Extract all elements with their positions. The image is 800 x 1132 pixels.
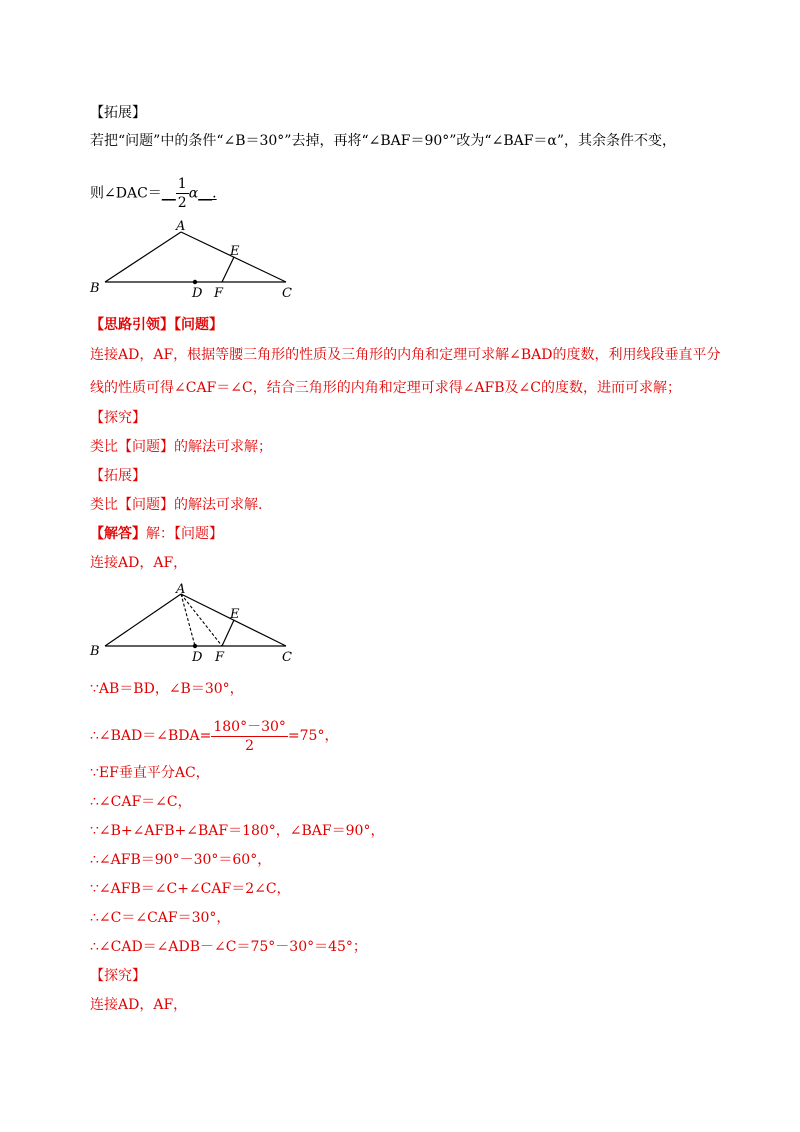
point-d xyxy=(193,280,197,284)
step-4: ∴∠CAF＝∠C， xyxy=(90,794,192,810)
triangle-figure-2 xyxy=(88,582,303,665)
extension-heading: 【拓展】 xyxy=(90,105,146,121)
step-9: ∴∠CAD＝∠ADB－∠C＝75°－30°＝45°； xyxy=(90,939,367,955)
label-e: E xyxy=(230,244,240,259)
answer-blank-tail: __. xyxy=(198,185,217,202)
label-a: A xyxy=(176,219,186,234)
step-2-denominator: 2 xyxy=(245,737,255,754)
step-2-fraction xyxy=(211,718,288,755)
extension-text: 若把“问题”中的条件“∠B＝30°”去掉，再将“∠BAF＝90°”改为“∠BAF＝α”，其余条件不变， xyxy=(90,133,677,149)
label-e: E xyxy=(230,607,240,622)
point-d xyxy=(193,644,197,648)
hint-line-1: 连接AD，AF，根据等腰三角形的性质及三角形的内角和定理可求解∠BAD的度数，利用线段垂直平分 xyxy=(90,347,721,363)
label-c: C xyxy=(282,650,292,665)
answer-prefix: 则∠DAC＝ xyxy=(90,185,162,202)
alpha-symbol: α xyxy=(188,185,199,202)
solution-heading-bold: 【解答】 xyxy=(90,526,146,542)
label-d: D xyxy=(192,650,203,665)
half-fraction xyxy=(176,175,189,212)
step-2-numerator: 180°－30° xyxy=(213,718,286,735)
solution-explore-heading: 【探究】 xyxy=(90,968,146,984)
dashed-segment-ad xyxy=(181,594,195,646)
segment-ab xyxy=(105,232,181,282)
step-3: ∵EF垂直平分AC， xyxy=(90,765,210,781)
hint-extension-text: 类比【问题】的解法可求解. xyxy=(90,497,263,513)
extension-answer xyxy=(90,175,217,212)
hint-line-2: 线的性质可得∠CAF＝∠C，结合三角形的内角和定理可求得∠AFB及∠C的度数，进而可求解； xyxy=(90,380,681,396)
hint-explore-heading: 【探究】 xyxy=(90,410,146,426)
fraction-numerator: 1 xyxy=(177,176,187,192)
step-7: ∵∠AFB＝∠C+∠CAF＝2∠C， xyxy=(90,881,291,897)
label-d: D xyxy=(192,286,203,301)
step-2-prefix: ∴∠BAD＝∠BDA= xyxy=(90,728,212,744)
triangle-figure-1 xyxy=(88,220,303,300)
step-5: ∵∠B+∠AFB+∠BAF＝180°，∠BAF＝90°， xyxy=(90,823,385,839)
fraction-denominator: 2 xyxy=(177,195,187,211)
solution-heading-rest: 解：【问题】 xyxy=(146,526,223,542)
segment-ef xyxy=(222,620,234,646)
label-b: B xyxy=(90,281,100,296)
step-2-suffix: =75°， xyxy=(287,728,339,744)
hint-extension-heading: 【拓展】 xyxy=(90,468,146,484)
solution-explore-connect: 连接AD，AF， xyxy=(90,997,188,1013)
label-f: F xyxy=(215,650,225,665)
answer-blank-lead: __ xyxy=(161,185,176,202)
dashed-segment-af xyxy=(181,594,222,646)
label-f: F xyxy=(214,286,224,301)
segment-ab xyxy=(105,594,181,646)
hint-explore-text: 类比【问题】的解法可求解； xyxy=(90,439,272,455)
step-8: ∴∠C＝∠CAF＝30°， xyxy=(90,910,231,926)
step-6: ∴∠AFB＝90°－30°＝60°， xyxy=(90,852,272,868)
step-2 xyxy=(90,716,338,756)
segment-ef xyxy=(222,257,234,282)
label-c: C xyxy=(282,286,292,301)
label-b: B xyxy=(90,644,100,659)
hint-heading: 【思路引领】【问题】 xyxy=(90,317,223,333)
solution-heading xyxy=(90,524,223,544)
solution-connect: 连接AD，AF， xyxy=(90,555,188,571)
label-a: A xyxy=(176,582,186,597)
step-1: ∵AB＝BD，∠B＝30°， xyxy=(90,681,244,697)
